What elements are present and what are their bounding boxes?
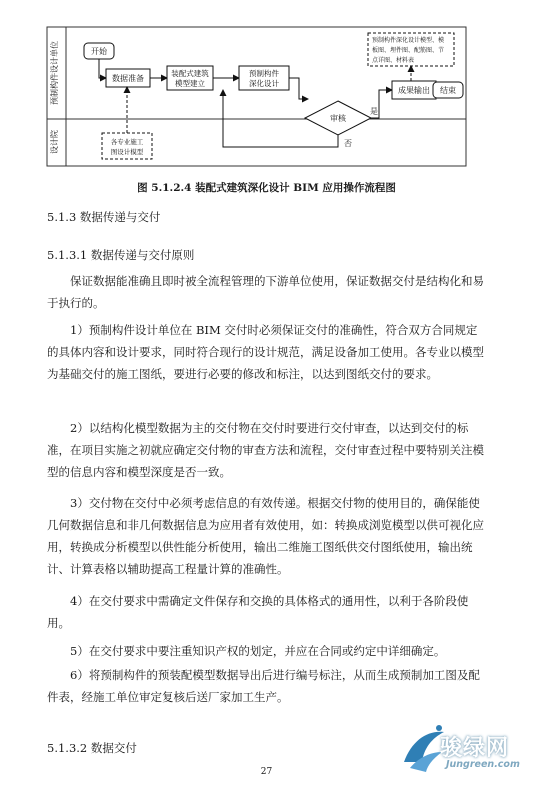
paragraph-item-5: 5）在交付要求中要注重知识产权的划定，并应在合同或约定中详细确定。 xyxy=(70,644,446,658)
end-label: 结束 xyxy=(440,86,456,95)
section-heading-5-1-3-1: 5.1.3.1 数据传递与交付原则 xyxy=(47,248,195,262)
no-label: 否 xyxy=(344,139,352,148)
paragraph-item-3: 3）交付物在交付中必须考虑信息的有效传递。根据交付物的使用目的，确保能使几何数据信息和非几何数据信息为应用者有效使用，如：转换成浏览模型以供可视化应用，转换成分析模型以供性能分析使用，输出二维施工图纸供交付图纸使用，输出统计、计算表格以辅助提高工程量计算的准确性。 xyxy=(47,496,484,576)
start-label: 开始 xyxy=(91,47,107,56)
model-build-label-2: 模型建立 xyxy=(175,79,205,88)
output-note-line-1: 预制构件深化设计模型、模 xyxy=(372,37,445,44)
deepen-design-label-1: 预制构件 xyxy=(249,69,279,78)
paragraph-item-2: 2）以结构化模型数据为主的交付物在交付时要进行交付审查，以达到交付的标准，在项目实施之初就应确定交付物的审查方法和流程，交付审查过程中要特别关注模型的信息内容和模型深度是否一致。 xyxy=(47,421,484,479)
yes-label: 是 xyxy=(370,107,378,116)
output-note-line-2: 板图、埋件图、配筋图、节 xyxy=(372,47,445,54)
review-label: 审核 xyxy=(330,114,346,123)
lane-label-bottom: 设计院 xyxy=(50,130,59,154)
watermark-name: 骏绿网 xyxy=(440,736,510,761)
paragraph-intro: 保证数据能准确且即时被全流程管理的下游单位使用，保证数据交付是结构化和易于执行的。 xyxy=(47,274,484,310)
input-note-line-1: 各专业施工 xyxy=(110,138,144,146)
section-heading-5-1-3-2: 5.1.3.2 数据交付 xyxy=(47,741,137,755)
lane-label-top: 预制构件设计单位 xyxy=(50,41,59,105)
paragraph-item-4: 4）在交付要求中需确定文件保存和交换的具体格式的通用性，以利于各阶段使用。 xyxy=(47,594,469,630)
input-note-line-2: 图设计模型 xyxy=(110,148,144,156)
paragraph-item-1: 1）预制构件设计单位在 BIM 交付时必须保证交付的准确性，符合双方合同规定的具体内容和设计要求，同时符合现行的设计规范，满足设备加工使用。各专业以模型为基础交付的施工图纸，要进行必要的修改和标注，以达到图纸交付的要求。 xyxy=(47,323,484,381)
paragraph-item-6: 6）将预制构件的预装配模型数据导出后进行编号标注，从而生成预制加工图及配件表，经施工单位审定复核后送厂家加工生产。 xyxy=(47,668,480,704)
data-prep-label: 数据准备 xyxy=(112,74,144,83)
figure-caption: 图 5.1.2.4 装配式建筑深化设计 BIM 应用操作流程图 xyxy=(137,182,396,194)
flowchart xyxy=(46,26,468,168)
output-label: 成果输出 xyxy=(398,86,430,95)
deepen-design-label-2: 深化设计 xyxy=(249,79,279,88)
output-note-line-3: 点详图、材料表 xyxy=(372,57,415,64)
model-build-label-1: 装配式建筑 xyxy=(171,69,209,78)
watermark-url: Jungreen.com xyxy=(446,759,520,770)
page-number: 27 xyxy=(260,767,273,777)
section-heading-5-1-3: 5.1.3 数据传递与交付 xyxy=(47,210,161,224)
